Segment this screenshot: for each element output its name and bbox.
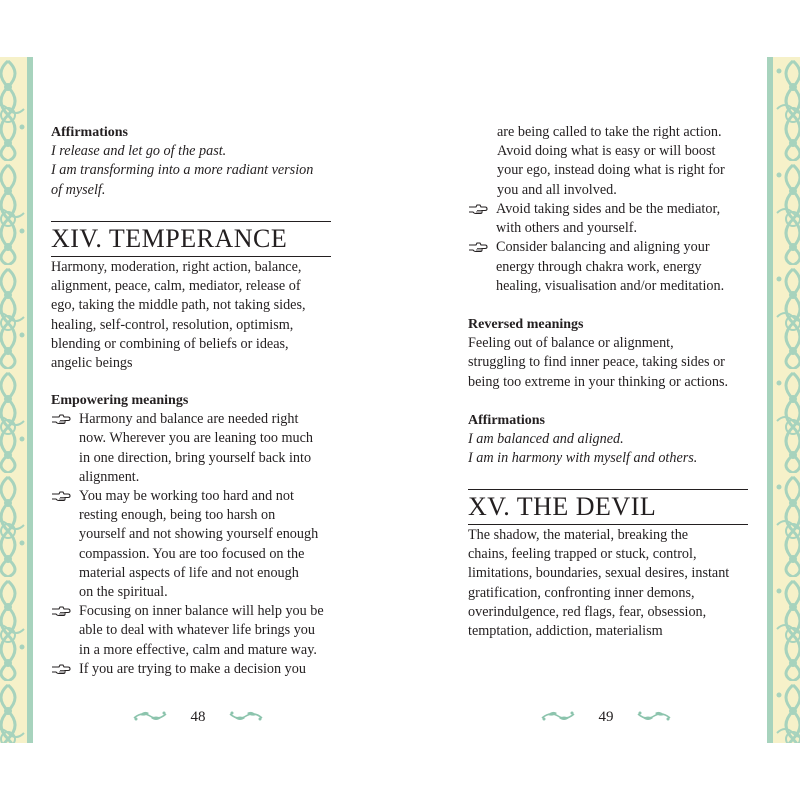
reversed-heading: Reversed meanings [468, 317, 584, 332]
page-number: 48 [190, 709, 206, 725]
continuation-block: are being called to take the right action. Avoid doing what is easy or will boost your ego, instead doing what is right for you and all involved. [497, 124, 725, 198]
leaf-flourish-icon [132, 709, 168, 723]
pointing-hand-icon [51, 604, 71, 618]
leaf-flourish-icon [228, 709, 264, 723]
keyword-line: gratification, confronting inner demons, [468, 584, 695, 601]
keyword-line: temptation, addiction, materialism [468, 623, 663, 640]
keyword-line: limitations, boundaries, sexual desires, instant [468, 565, 730, 582]
leaf-flourish-icon [540, 709, 576, 723]
right-border-ornament [767, 57, 800, 743]
section-title: XIV. TEMPERANCE [51, 224, 288, 253]
list-item: Consider balancing and aligning your energy through chakra work, energy healing, visualisation and/or meditation. [468, 238, 724, 296]
pointing-hand-icon [468, 240, 488, 254]
list-item: Focusing on inner balance will help you be able to deal with whatever life brings you in a more effective, calm and mature way. [51, 602, 324, 660]
affirmations-block [468, 411, 697, 469]
keyword-line: The shadow, the material, breaking the [468, 527, 689, 543]
section-title-temperance [51, 221, 331, 257]
empowering-heading: Empowering meanings [51, 393, 189, 408]
book-spread [0, 57, 800, 743]
left-page [51, 57, 333, 743]
affirmation-line: I am transforming into a more radiant version [51, 162, 314, 179]
reversed-block: Reversed meanings Feeling out of balance or alignment, struggling to find inner peace, taking sides or being too extreme in your thinking or actions. [468, 317, 729, 390]
list-item: You may be working too hard and not resting enough, being too harsh on yourself and not showing yourself enough compassion. You are too focused on the material aspects of life and not enough on the spiritual. [51, 487, 324, 602]
affirmations-heading: Affirmations [468, 413, 545, 428]
affirmation-line: of myself. [51, 181, 106, 198]
right-bullets [468, 200, 724, 296]
section-title: XV. THE DEVIL [468, 492, 657, 521]
affirmation-line: I am balanced and aligned. [468, 431, 624, 448]
keyword-line: blending or combining of beliefs or ideas, [51, 335, 289, 352]
keyword-line: overindulgence, red flags, fear, obsession, [468, 603, 707, 620]
keyword-line: alignment, peace, calm, mediator, release of [51, 278, 301, 295]
pointing-hand-icon [51, 662, 71, 676]
left-border-ornament [0, 57, 33, 743]
damask-pattern-icon [773, 57, 800, 743]
keywords-block [468, 526, 729, 641]
keyword-line: Harmony, moderation, right action, balance, [51, 259, 302, 275]
affirmations-heading: Affirmations [51, 125, 128, 140]
keywords-block [51, 258, 306, 373]
pointing-hand-icon [51, 412, 71, 426]
list-item: Avoid taking sides and be the mediator, with others and yourself. [468, 200, 724, 238]
page-number: 49 [598, 709, 614, 725]
pointing-hand-icon [468, 202, 488, 216]
pointing-hand-icon [51, 489, 71, 503]
list-item: Harmony and balance are needed right now. Wherever you are leaning too much in one direction, bring yourself back into alignment. [51, 410, 324, 487]
right-page [468, 57, 750, 743]
keyword-line: chains, feeling trapped or stuck, control, [468, 546, 697, 563]
keyword-line: healing, self-control, resolution, optimism, [51, 316, 294, 333]
empowering-block [51, 391, 324, 679]
keyword-line: ego, taking the middle path, not taking sides, [51, 297, 306, 314]
page-footer [128, 707, 268, 727]
affirmation-line: I am in harmony with myself and others. [468, 450, 698, 467]
list-item: If you are trying to make a decision you [51, 660, 324, 679]
affirmation-line: I release and let go of the past. [51, 143, 227, 160]
section-title-devil [468, 489, 748, 525]
leaf-flourish-icon [636, 709, 672, 723]
keyword-line: angelic beings [51, 355, 133, 372]
page-footer [536, 707, 676, 727]
